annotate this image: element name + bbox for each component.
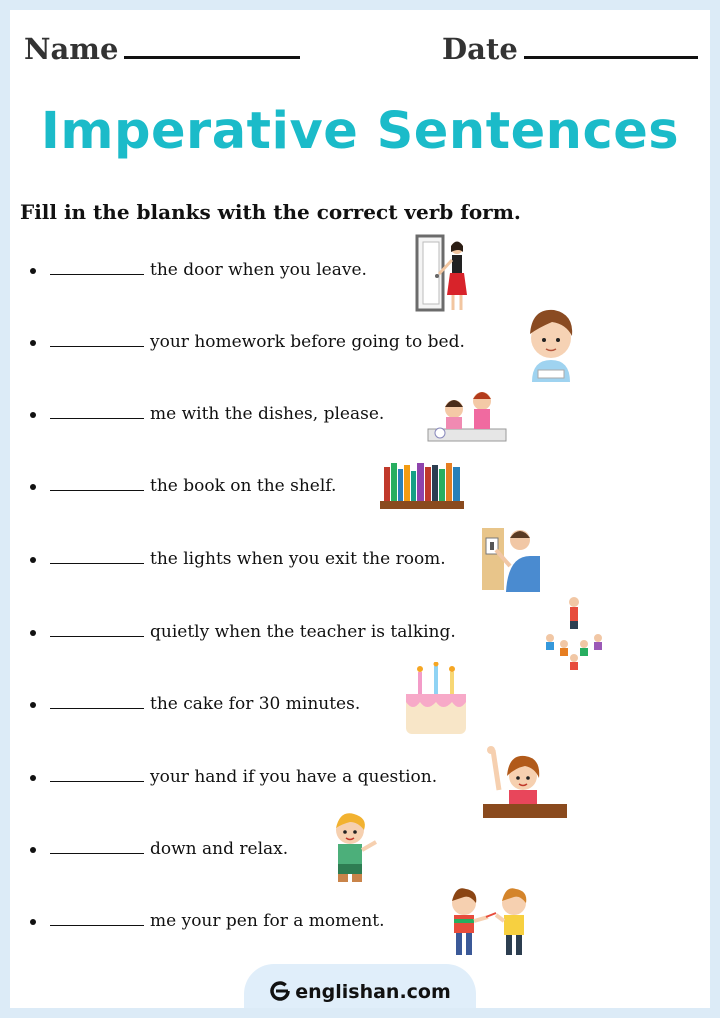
boy-sitting-icon	[326, 810, 384, 888]
exercise-item	[30, 332, 465, 372]
bullet	[30, 630, 36, 636]
name-field[interactable]	[24, 32, 300, 66]
woman-closing-door-icon	[415, 234, 471, 314]
bookshelf-icon	[380, 459, 464, 511]
item-text: your hand if you have a question.	[150, 767, 438, 787]
item-text: the lights when you exit the room.	[150, 549, 446, 569]
name-label: Name	[24, 32, 119, 66]
answer-blank[interactable]	[50, 636, 144, 637]
bullet	[30, 847, 36, 853]
bullet	[30, 268, 36, 274]
date-field[interactable]	[442, 32, 698, 66]
answer-blank[interactable]	[50, 418, 144, 419]
item-text: your homework before going to bed.	[150, 332, 465, 352]
item-text: the cake for 30 minutes.	[150, 694, 361, 714]
item-text: the book on the shelf.	[150, 476, 337, 496]
answer-blank[interactable]	[50, 490, 144, 491]
item-text: me your pen for a moment.	[150, 911, 385, 931]
item-text: the door when you leave.	[150, 260, 367, 280]
answer-blank[interactable]	[50, 853, 144, 854]
teacher-and-class-icon	[540, 594, 610, 670]
exercise-item	[30, 549, 446, 589]
footer-badge	[244, 964, 476, 1008]
worksheet-title: Imperative Sentences	[40, 102, 680, 161]
birthday-cake-icon	[404, 662, 468, 736]
exercise-item	[30, 622, 456, 662]
exercise-item	[30, 839, 288, 879]
date-label: Date	[442, 32, 518, 66]
bullet	[30, 484, 36, 490]
bullet	[30, 919, 36, 925]
item-text: quietly when the teacher is talking.	[150, 622, 456, 642]
exercise-item	[30, 260, 367, 300]
answer-blank[interactable]	[50, 274, 144, 275]
boy-doing-homework-icon	[522, 304, 580, 382]
answer-blank[interactable]	[50, 346, 144, 347]
exercise-item	[30, 911, 385, 951]
bullet	[30, 340, 36, 346]
light-switch-icon	[480, 526, 540, 592]
kids-washing-dishes-icon	[426, 383, 508, 445]
brand[interactable]	[244, 980, 476, 1003]
instruction: Fill in the blanks with the correct verb form.	[20, 200, 521, 224]
answer-blank[interactable]	[50, 781, 144, 782]
answer-blank[interactable]	[50, 708, 144, 709]
worksheet	[10, 10, 710, 1008]
item-text: down and relax.	[150, 839, 289, 859]
kids-sharing-pen-icon	[442, 885, 538, 959]
brand-text: englishan.com	[295, 981, 451, 1003]
item-text: me with the dishes, please.	[150, 404, 385, 424]
answer-blank[interactable]	[50, 563, 144, 564]
answer-blank[interactable]	[50, 925, 144, 926]
exercise-item	[30, 694, 360, 734]
name-blank-line[interactable]	[124, 56, 300, 59]
bullet	[30, 775, 36, 781]
exercise-item	[30, 476, 336, 516]
exercise-item	[30, 404, 384, 444]
bullet	[30, 702, 36, 708]
bullet	[30, 412, 36, 418]
brand-logo-icon	[269, 980, 291, 1002]
girl-raising-hand-icon	[483, 740, 567, 820]
bullet	[30, 557, 36, 563]
date-blank-line[interactable]	[524, 56, 698, 59]
exercise-item	[30, 767, 437, 807]
